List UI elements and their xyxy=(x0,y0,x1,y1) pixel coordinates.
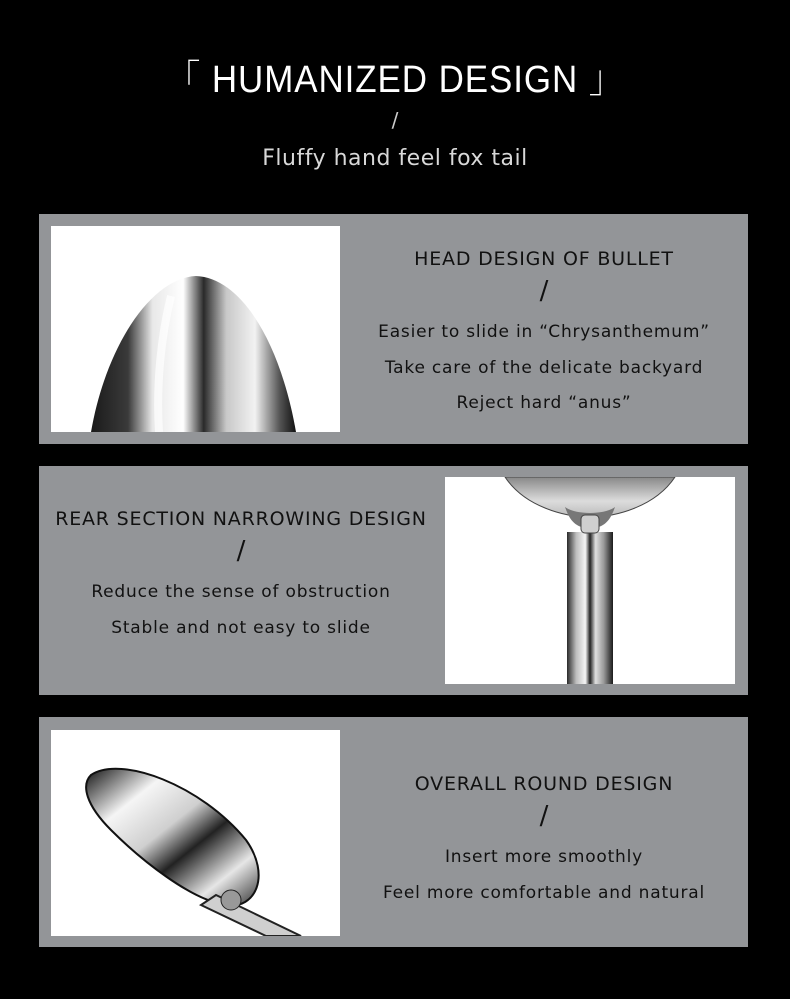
feature-heading: OVERALL ROUND DESIGN xyxy=(414,773,674,795)
feature-line: Easier to slide in “Chrysanthemum” xyxy=(378,322,710,342)
feature-text-head xyxy=(359,248,729,420)
page-header xyxy=(0,0,790,215)
feature-panel-rear xyxy=(39,466,748,695)
feature-line: Insert more smoothly xyxy=(444,847,644,867)
feature-line: Reject hard “anus” xyxy=(456,393,632,413)
feature-line: Reduce the sense of obstruction xyxy=(91,582,391,602)
feature-divider: / xyxy=(236,536,246,566)
feature-text-round xyxy=(359,773,729,911)
title-divider: / xyxy=(391,108,399,132)
feature-heading: REAR SECTION NARROWING DESIGN xyxy=(55,508,427,530)
product-tip-photo xyxy=(51,226,340,432)
page-title: 「 HUMANIZED DESIGN 」 xyxy=(165,59,625,101)
feature-divider: / xyxy=(539,801,549,831)
feature-line: Stable and not easy to slide xyxy=(111,618,371,638)
product-neck-photo xyxy=(445,477,735,684)
feature-heading: HEAD DESIGN OF BULLET xyxy=(414,248,674,270)
product-full-photo xyxy=(51,730,340,936)
feature-panel-round xyxy=(39,717,748,947)
narrow-neck-image xyxy=(445,477,735,684)
bullet-tip-image xyxy=(51,226,340,432)
feature-line: Feel more comfortable and natural xyxy=(382,883,706,903)
page-subtitle: Fluffy hand feel fox tail xyxy=(262,146,528,171)
feature-line: Take care of the delicate backyard xyxy=(384,358,704,378)
feature-panel-head xyxy=(39,214,748,444)
round-body-image xyxy=(51,730,340,936)
feature-divider: / xyxy=(539,276,549,306)
feature-text-rear xyxy=(49,508,433,646)
